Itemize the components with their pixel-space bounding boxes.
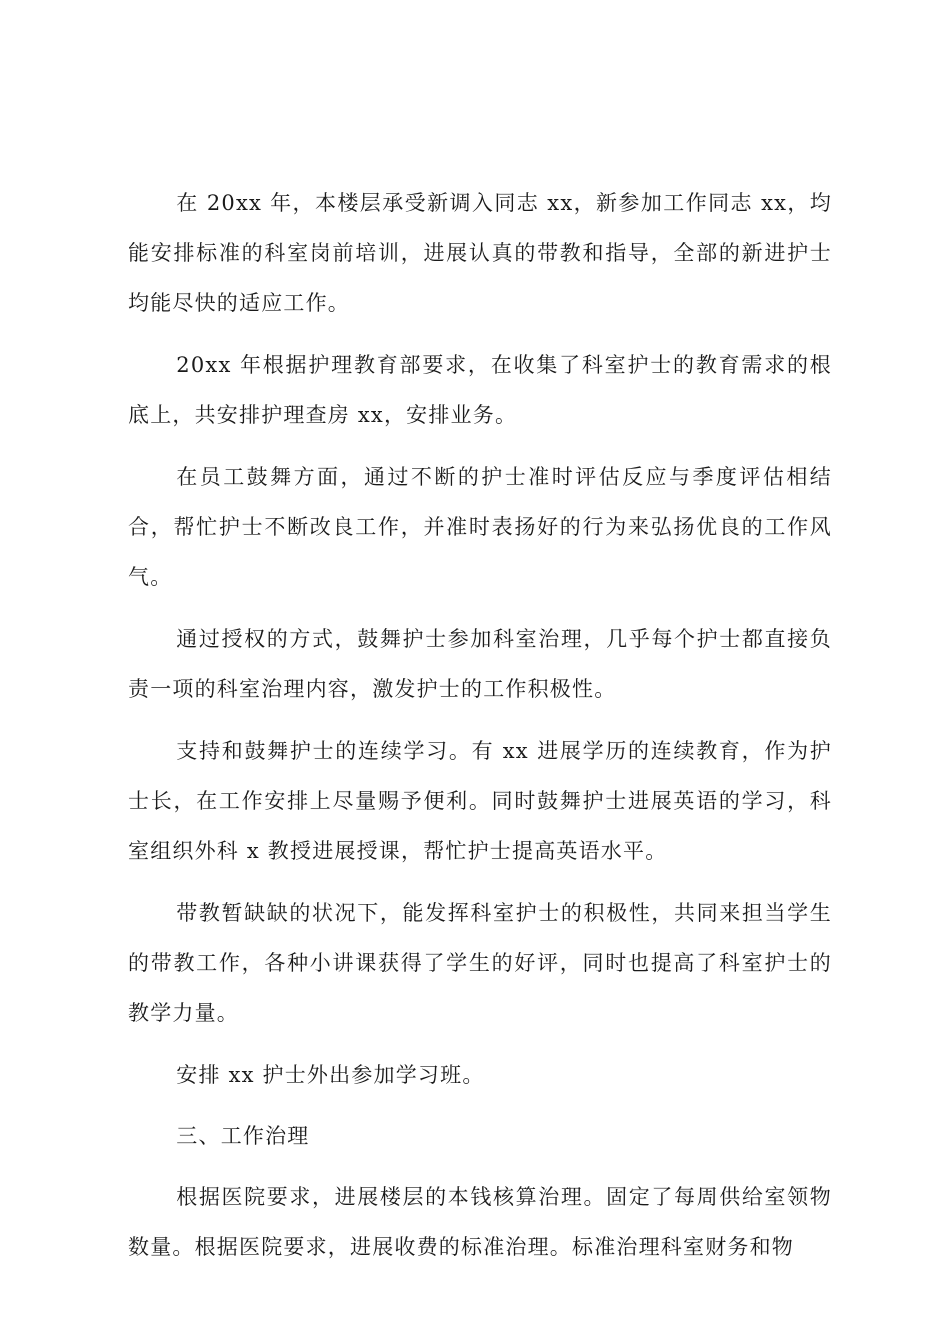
paragraph-study-class: 安排 xx 护士外出参加学习班。 [176, 1063, 485, 1087]
document-body [128, 178, 832, 1284]
paragraph-cost-management: 根据医院要求，进展楼层的本钱核算治理。固定了每周供给室领物数量。根据医院要求，进展收费的标准治理。标准治理科室财务和物 [128, 1185, 832, 1259]
paragraph-continuing-study: 支持和鼓舞护士的连续学习。有 xx 进展学历的连续教育，作为护士长，在工作安排上尽量赐予便利。同时鼓舞护士进展英语的学习，科室组织外科 x 教授进展授课，帮忙护士提高英语水平。 [128, 739, 832, 863]
paragraph-nursing-education: 20xx 年根据护理教育部要求，在收集了科室护士的教育需求的根底上，共安排护理查房 xx，安排业务。 [128, 353, 832, 427]
paragraph-teaching: 带教暂缺缺的状况下，能发挥科室护士的积极性，共同来担当学生的带教工作，各种小讲课获得了学生的好评，同时也提高了科室护士的教学力量。 [128, 901, 832, 1025]
paragraph-authorization: 通过授权的方式，鼓舞护士参加科室治理，几乎每个护士都直接负责一项的科室治理内容，激发护士的工作积极性。 [128, 627, 832, 701]
paragraph-staff-encouragement: 在员工鼓舞方面，通过不断的护士准时评估反应与季度评估相结合，帮忙护士不断改良工作，并准时表扬好的行为来弘扬优良的工作风气。 [128, 465, 832, 589]
paragraph-new-staff-training: 在 20xx 年，本楼层承受新调入同志 xx，新参加工作同志 xx，均能安排标准的科室岗前培训，进展认真的带教和指导，全部的新进护士均能尽快的适应工作。 [128, 191, 832, 315]
section-heading: 三、工作治理 [176, 1124, 310, 1148]
